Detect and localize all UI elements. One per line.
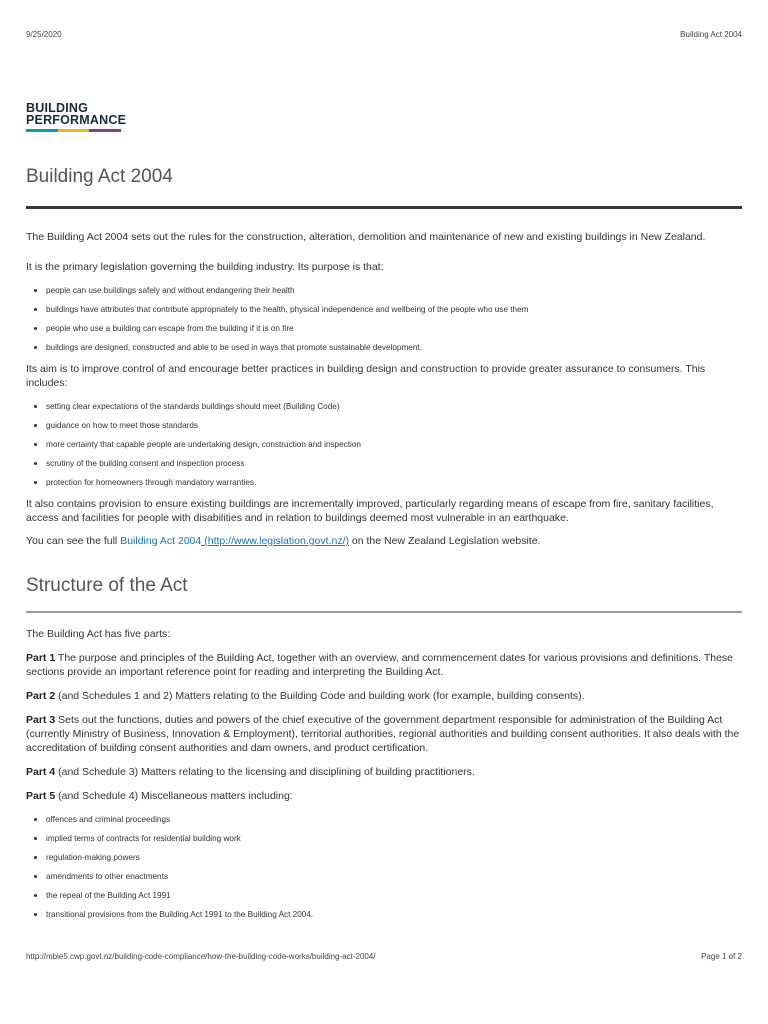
print-date: 9/25/2020: [26, 30, 62, 39]
building-performance-logo[interactable]: [26, 102, 126, 132]
link-lead-text: You can see the full: [26, 535, 121, 547]
main-content: [26, 102, 742, 929]
part-3-paragraph: [26, 713, 742, 755]
print-header: [26, 30, 742, 39]
intro-paragraph-2: It is the primary legislation governing the building industry. Its purpose is that:: [26, 261, 384, 273]
section-heading-structure: Structure of the Act: [26, 575, 188, 596]
aim-list: [26, 402, 742, 488]
legislation-link-text: Building Act 2004: [120, 535, 202, 547]
intro-paragraph-4: It also contains provision to ensure existing buildings are incrementally improved, particularly regarding means of escape from fire, sanitary facilities, access and facilities for people with disabilities and in relation to buildings deemed most vulnerable in an earthquake.: [26, 498, 714, 524]
part-5-label: Part 5: [26, 790, 56, 802]
purpose-list: [26, 286, 742, 353]
list-item: • regulation-making powers: [46, 853, 742, 863]
part-1-text: The purpose and principles of the Building Act, together with an overview, and commencement dates for various provisions and definitions. These sections provide an important reference point for reading and interpreting the Building Act.: [26, 652, 734, 678]
list-item: • buildings are designed, constructed and able to be used in ways that promote sustainable development.: [46, 343, 742, 353]
print-title: Building Act 2004: [680, 30, 742, 39]
part-2-text: (and Schedules 1 and 2) Matters relating to the Building Code and building work (for example, building consents).: [55, 690, 585, 702]
list-item: • setting clear expectations of the standards buildings should meet (Building Code): [46, 402, 742, 412]
intro-paragraph-3: Its aim is to improve control of and encourage better practices in building design and construction to provide greater assurance to consumers. This includes:: [26, 363, 706, 389]
part-4-label: Part 4: [26, 766, 56, 778]
part-4-paragraph: [26, 765, 742, 779]
list-item: • guidance on how to meet those standards: [46, 421, 742, 431]
intro-paragraph-1: The Building Act 2004 sets out the rules for the construction, alteration, demolition and maintenance of new and existing buildings in New Zealand.: [26, 231, 706, 243]
legislation-link-url: (http://www.legislation.govt.nz/): [201, 535, 349, 547]
part-2-label: Part 2: [26, 690, 56, 702]
list-item: • people who use a building can escape from the building if it is on fire: [46, 324, 742, 334]
legislation-link[interactable]: [120, 535, 349, 547]
part-3-label: Part 3: [26, 714, 56, 726]
logo-stripe: [26, 129, 121, 132]
part-5-text: (and Schedule 4) Miscellaneous matters including:: [55, 790, 293, 802]
logo-stripe-purple: [89, 129, 121, 132]
list-item: • people can use buildings safely and without endangering their health: [46, 286, 742, 296]
title-divider: [26, 206, 742, 209]
list-item: • scrutiny of the building consent and inspection process: [46, 459, 742, 469]
list-item: • more certainty that capable people are undertaking design, construction and inspection: [46, 440, 742, 450]
part-5-paragraph: [26, 789, 742, 803]
list-item: • buildings have attributes that contribute appropriately to the health, physical independence and wellbeing of the people who use them: [46, 305, 742, 315]
link-trail-text: on the New Zealand Legislation website.: [349, 535, 541, 547]
part-4-text: (and Schedule 3) Matters relating to the licensing and disciplining of building practitioners.: [55, 766, 475, 778]
part-1-label: Part 1: [26, 652, 56, 664]
logo-line-2: PERFORMANCE: [26, 113, 127, 127]
print-footer: [26, 952, 742, 961]
logo-stripe-teal: [26, 129, 58, 132]
list-item: • protection for homeowners through mandatory warranties.: [46, 478, 742, 488]
structure-lead: The Building Act has five parts:: [26, 628, 171, 640]
page-url: http://mbie5.cwp.govt.nz/building-code-compliance/how-the-building-code-works/building-act-2004/: [26, 952, 376, 961]
list-item: • transitional provisions from the Building Act 1991 to the Building Act 2004.: [46, 910, 742, 920]
list-item: • the repeal of the Building Act 1991: [46, 891, 742, 901]
page-title: Building Act 2004: [26, 166, 173, 187]
list-item: • amendments to other enactments: [46, 872, 742, 882]
logo-stripe-yellow: [58, 129, 90, 132]
logo-line-1: BUILDING: [26, 101, 89, 115]
section-divider: [26, 611, 742, 613]
list-item: • implied terms of contracts for residential building work: [46, 834, 742, 844]
part-1-paragraph: [26, 651, 742, 679]
intro-paragraph-5: [26, 534, 742, 548]
part-2-paragraph: [26, 689, 742, 703]
page-number: Page 1 of 2: [701, 952, 742, 961]
list-item: • offences and criminal proceedings: [46, 815, 742, 825]
part-3-text: Sets out the functions, duties and powers of the chief executive of the government department responsible for administration of the Building Act (currently Ministry of Business, Innovation & Employment), territorial authorities, regional authorities and building consent authorities. It also deals with the accreditation of building consent authorities and dam owners, and product certification.: [26, 714, 740, 754]
misc-list: [26, 815, 742, 920]
